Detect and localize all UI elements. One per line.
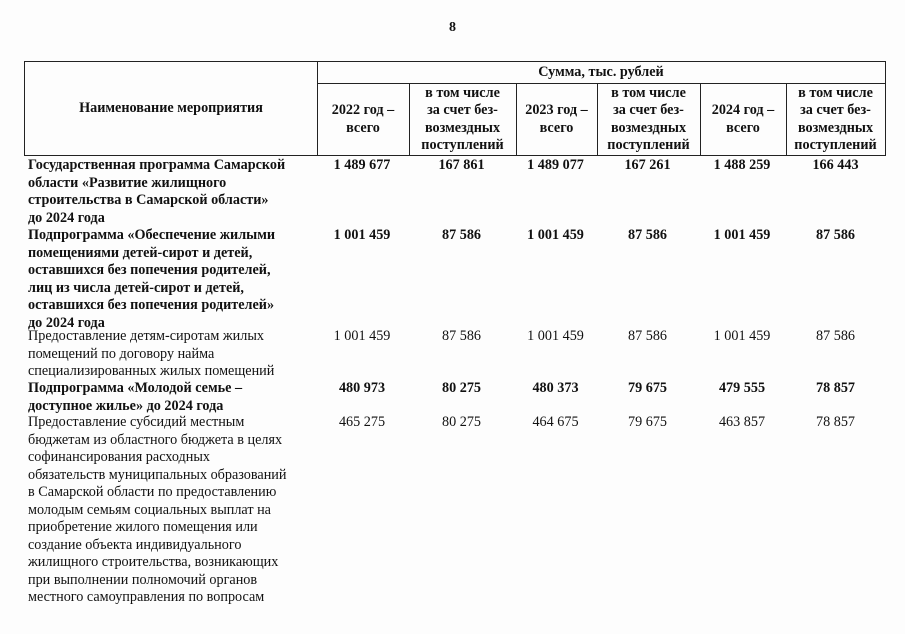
header-line: 2024 год –: [711, 102, 775, 118]
header-line: за счет без-: [427, 102, 498, 118]
value-2023-total: 464 675: [532, 414, 579, 430]
row-name-line: создание объекта индивидуального: [28, 536, 242, 553]
row-name-line: доступное жилье» до 2024 года: [28, 397, 224, 414]
header-line: за счет без-: [613, 102, 684, 118]
value-2024-free: 166 443: [812, 157, 859, 173]
value-2023-free: 87 586: [627, 328, 667, 344]
value-2022-total: 465 275: [338, 414, 386, 430]
header-line: в том числе: [611, 84, 686, 101]
row-name-line: местного самоуправления по вопросам: [28, 589, 265, 605]
row-name-line: специализированных жилых помещений: [28, 363, 275, 379]
row-name-line: лиц из числа детей-сирот и детей,: [28, 279, 244, 296]
row-name: [28, 380, 318, 415]
header-line: поступлений: [794, 137, 877, 153]
value-2024-total: 1 001 459: [713, 328, 771, 344]
header-line: всего: [346, 119, 380, 136]
page-number: 8: [449, 20, 456, 35]
value-2024-total: 1 001 459: [713, 227, 771, 243]
header-line: в том числе: [798, 84, 873, 101]
value-2024-free: 78 857: [815, 414, 855, 430]
header-line: всего: [539, 119, 574, 136]
row-name-line: жилищного строительства, возникающих: [28, 554, 279, 570]
header-line: в том числе: [425, 84, 500, 101]
header-line: за счет без-: [800, 102, 871, 118]
value-2023-free: 167 261: [624, 157, 671, 173]
row-name-line: Государственная программа Самарской: [28, 157, 286, 173]
row-name-line: до 2024 года: [28, 209, 105, 226]
row-name-line: оставшихся без попечения родителей,: [28, 262, 271, 278]
header-line: поступлений: [421, 137, 504, 153]
row-name-line: до 2024 года: [28, 314, 105, 331]
row-name-line: приобретение жилого помещения или: [28, 519, 258, 535]
row-name-line: при выполнении полномочий органов: [28, 571, 258, 588]
value-2024-free: 87 586: [815, 227, 855, 243]
header-2022-total: [317, 84, 409, 155]
header-2023-free: [597, 84, 700, 155]
row-name-line: помещениями детей-сирот и детей,: [28, 244, 253, 261]
value-2023-total: 1 001 459: [527, 328, 584, 344]
header-2024-total: [700, 84, 786, 155]
row-name-line: обязательств муниципальных образований: [28, 466, 287, 483]
row-name-line: Предоставление детям-сиротам жилых: [28, 328, 264, 344]
header-line: возмездных: [797, 119, 874, 136]
header-line: 2022 год –: [331, 102, 395, 118]
row-name-line: софинансирования расходных: [28, 449, 210, 465]
row-name-line: оставшихся без попечения родителей»: [28, 297, 275, 313]
header-line: всего: [726, 119, 760, 136]
row-name-line: строительства в Самарской области»: [28, 192, 269, 208]
header-sum-title: Сумма, тыс. рублей: [538, 63, 664, 80]
header-name-column: Наименование мероприятия: [79, 99, 263, 116]
value-2022-total: 1 001 459: [333, 227, 391, 243]
value-2023-free: 87 586: [627, 227, 667, 243]
value-2024-free: 78 857: [815, 380, 855, 396]
value-2023-total: 1 001 459: [527, 227, 584, 243]
value-2024-free: 87 586: [815, 328, 855, 344]
value-2022-total: 1 001 459: [333, 328, 391, 344]
header-2023-total: [516, 84, 597, 155]
value-2024-total: 479 555: [718, 380, 766, 396]
header-2022-free: [409, 84, 516, 155]
row-name-line: в Самарской области по предоставлению: [28, 484, 277, 500]
value-2023-free: 79 675: [627, 380, 667, 396]
header-line: 2023 год –: [525, 102, 588, 118]
value-2024-total: 463 857: [718, 414, 766, 430]
value-2022-free: 167 861: [438, 157, 485, 173]
row-name: [28, 157, 318, 227]
header-line: поступлений: [607, 137, 690, 153]
row-name-line: Подпрограмма «Обеспечение жилыми: [28, 227, 276, 243]
row-name: [28, 227, 318, 332]
value-2022-total: 1 489 677: [333, 157, 391, 173]
row-name: [28, 414, 318, 607]
value-2022-free: 87 586: [441, 227, 481, 243]
value-2022-free: 87 586: [441, 328, 481, 344]
value-2022-free: 80 275: [441, 380, 481, 396]
value-2023-free: 79 675: [627, 414, 667, 430]
row-name-line: области «Развитие жилищного: [28, 174, 227, 191]
value-2023-total: 1 489 077: [527, 157, 584, 173]
value-2024-total: 1 488 259: [713, 157, 771, 173]
value-2022-total: 480 973: [338, 380, 386, 396]
header-line: возмездных: [424, 119, 501, 136]
table-header: [24, 61, 886, 156]
value-2023-total: 480 373: [532, 380, 579, 396]
header-line: возмездных: [610, 119, 687, 136]
row-name-line: бюджетам из областного бюджета в целях: [28, 431, 283, 448]
row-name-line: помещений по договору найма: [28, 345, 215, 362]
header-2024-free: [786, 84, 885, 155]
row-name-line: молодым семьям социальных выплат на: [28, 501, 271, 518]
value-2022-free: 80 275: [441, 414, 481, 430]
row-name-line: Подпрограмма «Молодой семье –: [28, 380, 243, 396]
row-name-line: Предоставление субсидий местным: [28, 414, 245, 430]
row-name: [28, 328, 318, 381]
